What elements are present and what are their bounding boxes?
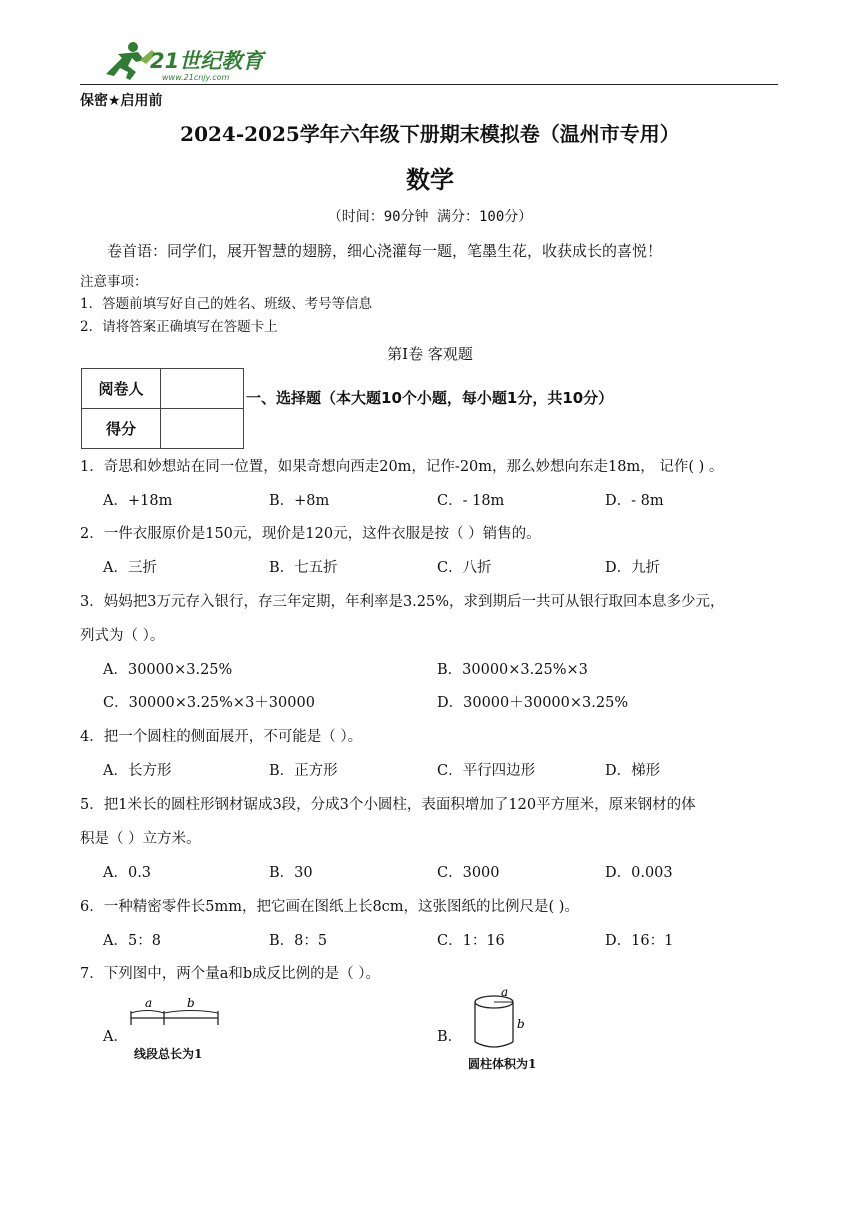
option: C．1：16 [437,933,505,949]
question-stem-continued: 积是（ ）立方米。 [80,831,201,847]
option: D．- 8m [605,493,664,509]
question-stem: 4．把一个圆柱的侧面展开，不可能是（ ）。 [80,729,363,745]
option: B．七五折 [269,560,338,576]
question-stem-continued: 列式为（ ）。 [80,628,165,644]
option: B．8：5 [269,933,328,949]
option: B．30000×3.25%×3 [437,662,588,678]
segment-figure [126,996,226,1036]
secret-label: 保密★启用前 [80,93,163,109]
exam-title: 2024-2025学年六年级下册期末模拟卷（温州市专用） [180,122,680,146]
motto: 卷首语：同学们，展开智慧的翅膀，细心浇灌每一题，笔墨生花，收获成长的喜悦！ [107,242,663,260]
option: C．八折 [437,560,492,576]
option: A．三折 [103,560,157,576]
question-stem: 5．把1米长的圆柱形钢材锯成3段，分成3个小圆柱，表面积增加了120平方厘米，原来钢材的体 [80,797,696,813]
notice-heading: 注意事项： [80,274,148,290]
option: A．30000×3.25% [103,662,233,678]
option: A．0.3 [103,865,152,881]
option: B．+8m [269,493,330,509]
part-title: 第Ⅰ卷 客观题 [387,345,473,363]
figure-caption: 圆柱体积为1 [468,1057,537,1071]
option: D．16：1 [605,933,674,949]
reviewer-cell[interactable] [161,369,244,409]
option: D．30000＋30000×3.25% [437,695,629,711]
cylinder-label-b: b [517,1017,525,1031]
question-stem: 7．下列图中，两个量a和b成反比例的是（ ）。 [80,966,381,982]
option: B．正方形 [269,763,338,779]
option: A．长方形 [103,763,172,779]
notice-item: 2．请将答案正确填写在答题卡上 [80,319,278,335]
option: A． [103,1029,128,1045]
runner-icon [106,42,156,80]
brand-url: www.21cnjy.com [162,73,230,82]
notice-item: 1．答题前填写好自己的姓名、班级、考号等信息 [80,296,373,312]
option: C．30000×3.25%×3＋30000 [103,695,315,711]
option: A．5：8 [103,933,161,949]
brand-logo [100,40,280,84]
option: A．+18m [103,493,173,509]
option: B． [437,1029,463,1045]
brand-text: 21世纪教育 [150,49,264,73]
cylinder-figure [470,986,530,1056]
reviewer-label: 阅卷人 [82,369,161,409]
question-stem: 6．一种精密零件长5mm，把它画在图纸上长8cm，这张图纸的比例尺是( )。 [80,899,579,915]
score-label: 得分 [82,409,161,449]
score-table [81,368,244,449]
option: C．3000 [437,865,500,881]
exam-subject: 数学 [406,166,454,194]
cylinder-label-a: a [501,986,509,999]
option: C．平行四边形 [437,763,536,779]
question-stem: 1．奇思和妙想站在同一位置，如果奇想向西走20m，记作-20m，那么妙想向东走18m， 记作( ) 。 [80,459,724,475]
option: D．0.003 [605,865,673,881]
section-title: 一、选择题（本大题10个小题，每小题1分，共10分） [246,389,614,407]
option: D．梯形 [605,763,661,779]
score-cell[interactable] [161,409,244,449]
question-stem: 3．妈妈把3万元存入银行，存三年定期，年利率是3.25%，求到期后一共可从银行取回本息多少元， [80,594,725,610]
figure-caption: 线段总长为1 [134,1047,203,1061]
option: C．- 18m [437,493,505,509]
header-rule [80,84,778,85]
time-info: （时间：90分钟 满分：100分） [327,209,533,225]
question-stem: 2．一件衣服原价是150元，现价是120元，这件衣服是按（ ）销售的。 [80,526,541,542]
segment-label-b: b [187,996,195,1010]
option: B．30 [269,865,313,881]
segment-label-a: a [145,996,153,1010]
option: D．九折 [605,560,661,576]
